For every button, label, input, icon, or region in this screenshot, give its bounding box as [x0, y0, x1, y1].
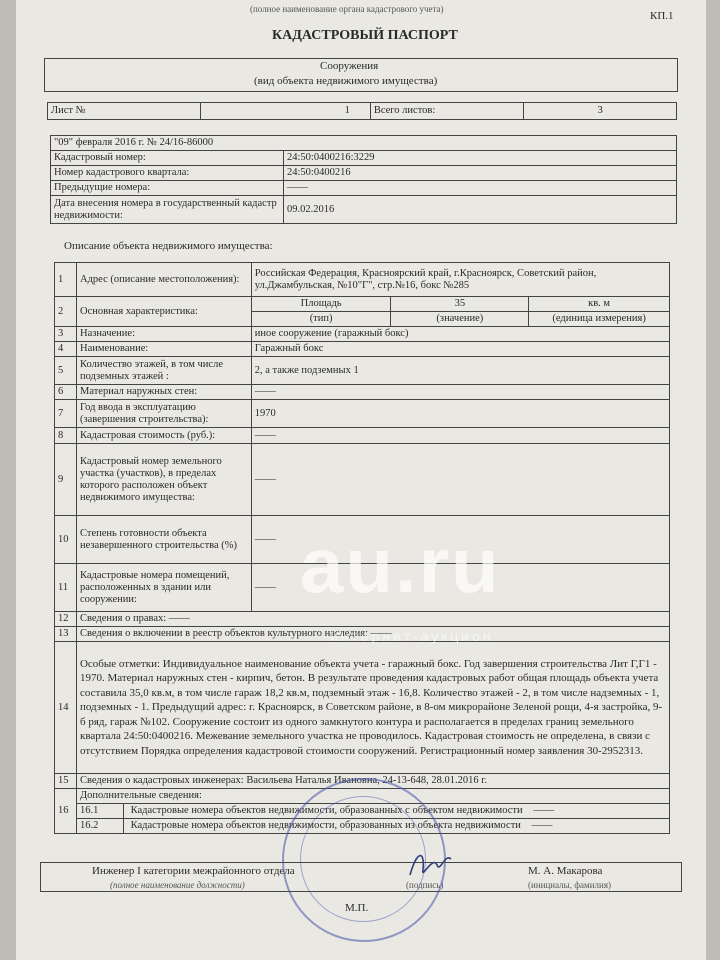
cadastral-number-label: Кадастровый номер: [51, 151, 284, 166]
characteristic-type-caption: (тип) [251, 312, 391, 327]
row-number: 2 [55, 297, 77, 327]
row-number: 13 [55, 627, 77, 642]
additional-info: Дополнительные сведения: [76, 789, 669, 804]
quarter-number-label: Номер кадастрового квартала: [51, 166, 284, 181]
handwritten-signature-icon [405, 845, 455, 885]
row-number: 7 [55, 400, 77, 428]
characteristic-value: 35 [391, 297, 529, 312]
cadastral-value: —— [251, 428, 669, 444]
premises-value: —— [251, 564, 669, 612]
wall-material-value: —— [251, 385, 669, 400]
row-number: 4 [55, 342, 77, 357]
signature-caption: (подпись) [406, 880, 444, 890]
rights-info: Сведения о правах: —— [76, 612, 669, 627]
signer-position: Инженер I категории межрайонного отдела [92, 865, 295, 877]
subrow-number: 16.1 [77, 804, 124, 818]
characteristic-unit: кв. м [529, 297, 670, 312]
form-code: КП.1 [650, 10, 674, 22]
table-row [55, 612, 670, 627]
entry-date: 09.02.2016 [284, 196, 677, 224]
row-number: 3 [55, 327, 77, 342]
floors-value: 2, а также подземных 1 [251, 357, 669, 385]
engineers-info: Сведения о кадастровых инженерах: Васильева Наталья Ивановна, 24-13-648, 28.01.2016 г. [76, 774, 669, 789]
table-row [55, 342, 670, 357]
quarter-number: 24:50:0400216 [284, 166, 677, 181]
sheet-table [47, 102, 677, 120]
stamp-place: М.П. [345, 902, 369, 914]
entry-date-label: Дата внесения номера в государственный кадастр недвижимости: [51, 196, 284, 224]
floors-label: Количество этажей, в том числе подземных этажей : [76, 357, 251, 385]
cadastral-value-label: Кадастровая стоимость (руб.): [76, 428, 251, 444]
row-number: 6 [55, 385, 77, 400]
table-row [55, 385, 670, 400]
registration-date: "09" февраля 2016 г. № 24/16-86000 [51, 136, 677, 151]
characteristic-value-caption: (значение) [391, 312, 529, 327]
table-row [55, 642, 670, 774]
name-caption: (инициалы, фамилия) [528, 880, 611, 890]
table-row [55, 297, 670, 312]
object-type: Сооружения [320, 60, 379, 72]
object-type-caption: (вид объекта недвижимого имущества) [254, 75, 438, 87]
formed-with-object-value: —— [533, 805, 555, 816]
document-title: КАДАСТРОВЫЙ ПАСПОРТ [272, 28, 458, 43]
table-row [55, 327, 670, 342]
purpose-value: иное сооружение (гаражный бокс) [251, 327, 669, 342]
commission-year-value: 1970 [251, 400, 669, 428]
formed-from-object-label: Кадастровые номера объектов недвижимости, образованных из объекта недвижимости [130, 820, 521, 831]
purpose-label: Назначение: [76, 327, 251, 342]
heritage-info: Сведения о включении в реестр объектов культурного наследия: —— [76, 627, 669, 642]
row-number: 14 [55, 642, 77, 774]
table-row [55, 428, 670, 444]
name-value: Гаражный бокс [251, 342, 669, 357]
land-plot-value: —— [251, 444, 669, 516]
previous-numbers: —— [284, 181, 677, 196]
address-value: Российская Федерация, Красноярский край, г.Красноярск, Советский район, ул.Джамбульская, №10"Г", стр.№16, бокс №285 [251, 263, 669, 297]
watermark-logo: au.ru [300, 521, 501, 609]
sheet-number: 1 [201, 103, 371, 120]
cadastral-number: 24:50:0400216:3229 [284, 151, 677, 166]
row-number: 12 [55, 612, 77, 627]
row-number: 5 [55, 357, 77, 385]
row-number: 16 [55, 789, 77, 834]
row-number: 11 [55, 564, 77, 612]
row-number: 15 [55, 774, 77, 789]
registration-table [50, 135, 677, 224]
watermark-subtitle: интернет-аукцион [330, 628, 494, 644]
row-number: 1 [55, 263, 77, 297]
main-characteristic-label: Основная характеристика: [76, 297, 251, 327]
description-title: Описание объекта недвижимого имущества: [64, 240, 273, 252]
premises-label: Кадастровые номера помещений, расположенных в здании или сооружении: [76, 564, 251, 612]
row-number: 10 [55, 516, 77, 564]
readiness-value: —— [251, 516, 669, 564]
land-plot-label: Кадастровый номер земельного участка (участков), в пределах которого расположен объект недвижимого имущества: [76, 444, 251, 516]
table-row [55, 400, 670, 428]
row-number: 8 [55, 428, 77, 444]
address-label: Адрес (описание местоположения): [76, 263, 251, 297]
previous-numbers-label: Предыдущие номера: [51, 181, 284, 196]
signer-name: М. А. Макарова [528, 865, 603, 877]
table-row [55, 444, 670, 516]
org-label: (полное наименование органа кадастрового учета) [250, 4, 444, 14]
table-row [55, 357, 670, 385]
characteristic-type: Площадь [251, 297, 391, 312]
total-sheets: 3 [524, 103, 677, 120]
wall-material-label: Материал наружных стен: [76, 385, 251, 400]
subrow-number: 16.2 [77, 819, 124, 833]
characteristic-unit-caption: (единица измерения) [529, 312, 670, 327]
commission-year-label: Год ввода в эксплуатацию (завершения строительства): [76, 400, 251, 428]
special-notes: Особые отметки: Индивидуальное наименование объекта учета - гаражный бокс. Год завершения строительства Лит Г,Г1 - 1970. Материал наружных стен - кирпич, бетон. В результате проведения кадастровых работ общая площадь объекта учета составила 35,0 кв.м, в том числе гараж 18,2 кв.м, подземный этаж - 16,8. Количество этажей - 2, в том числе надземных - 1, подземных - 1. Предыдущий адрес: г. Красноярск, в Советском районе, в 8-ом микрорайоне Зеленой рощи, 4-я застройка, 9-б ряд, гараж №102. Сооружение состоит из одного замкнутого контура и располагается в пределах границ земельного квартала 24:50:0400216. Межевание земельного участка не проводилось. Кадастровая стоимость не определена, в связи с отсутствием Порядка определения кадастровой стоимости сооружений. Регистрационный номер заявления 30-2952313. [76, 642, 669, 774]
formed-with-object-label: Кадастровые номера объектов недвижимости, образованных с объектом недвижимости [130, 805, 523, 816]
total-sheets-label: Всего листов: [370, 103, 523, 120]
readiness-label: Степень готовности объекта незавершенного строительства (%) [76, 516, 251, 564]
formed-from-object-value: —— [531, 820, 553, 831]
table-row [55, 263, 670, 297]
sheet-label: Лист № [48, 103, 201, 120]
name-label: Наименование: [76, 342, 251, 357]
row-number: 9 [55, 444, 77, 516]
position-caption: (полное наименование должности) [110, 880, 245, 890]
